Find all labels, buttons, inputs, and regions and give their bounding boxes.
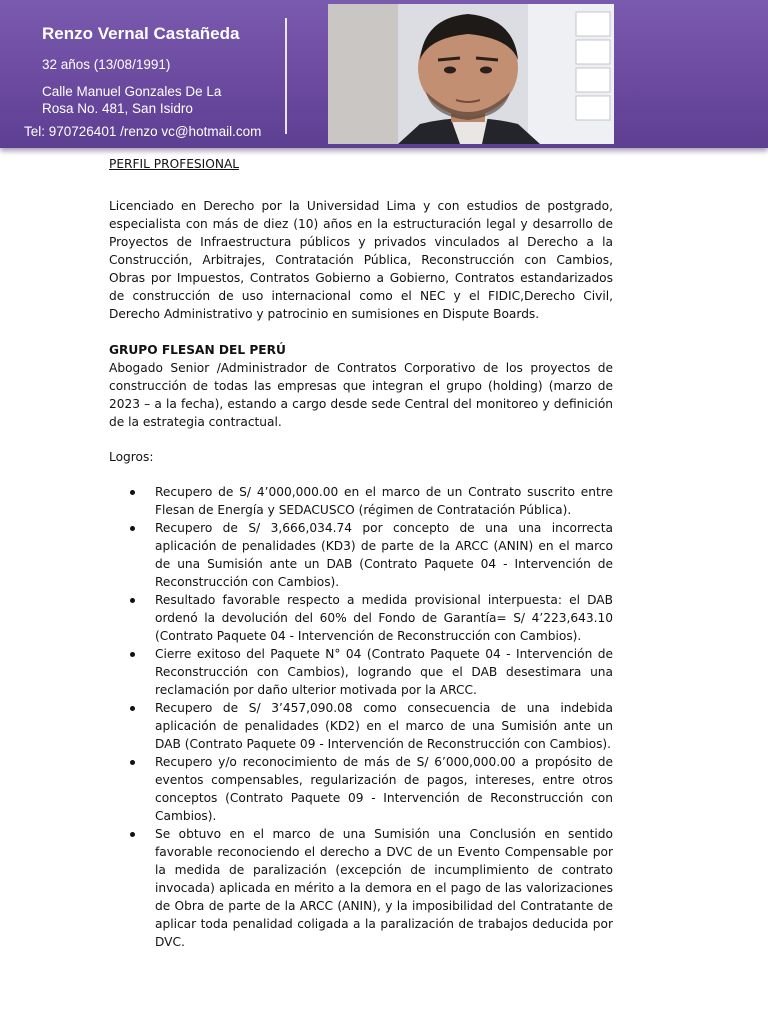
achievement-item	[109, 699, 613, 753]
section-title-profile: PERFIL PROFESIONAL	[109, 157, 240, 171]
achievement-item	[109, 753, 613, 825]
cv-body	[109, 155, 613, 951]
achievement-text: Recupero de S/ 3’457,090.08 como consecuencia de una indebida aplicación de penalidades (KD2) en el marco de una Sumisión ante un DAB (Contrato Paquete 09 - Intervención de Reconstrucción con Cambios).	[155, 701, 613, 751]
bullet-icon	[130, 760, 135, 765]
employer-name: GRUPO FLESAN DEL PERÚ	[109, 343, 286, 357]
achievements-list	[109, 483, 613, 951]
achievement-text: Se obtuvo en el marco de una Sumisión una Conclusión en sentido favorable reconociendo el derecho a DVC de un Evento Compensable por la medida de paralización (excepción de incumplimiento de contrato invocada) aplicada en mérito a la demora en el pago de las valorizaciones de Obra de parte de la ARCC (ANIN), y la imposibilidad del Contratante de aplicar toda penalidad coligada a la paralización de trabajos deducida por DVC.	[155, 827, 613, 949]
candidate-name: Renzo Vernal Castañeda	[42, 24, 240, 43]
achievement-text: Recupero y/o reconocimiento de más de S/ 6’000,000.00 a propósito de eventos compensables, regularización de pagos, intereses, entre otros conceptos (Contrato Paquete 09 - Intervención de Reconstrucción con Cambios).	[155, 755, 613, 823]
achievement-item	[109, 519, 613, 591]
achievements-label: Logros:	[109, 450, 154, 464]
bullet-icon	[130, 598, 135, 603]
bullet-icon	[130, 490, 135, 495]
candidate-address: Calle Manuel Gonzales De La Rosa No. 481, San Isidro	[42, 84, 222, 116]
profile-paragraph: Licenciado en Derecho por la Universidad Lima y con estudios de postgrado, especialista con más de diez (10) años en la estructuración legal y desarrollo de Proyectos de Infraestructura públicos y privados vinculados al Derecho a la Construcción, Arbitrajes, Contratación Pública, Reconstrucción con Cambios, Obras por Impuestos, Contratos Gobierno a Gobierno, Contratos estandarizados de construcción de uso internacional como el NEC y el FIDIC,Derecho Civil, Derecho Administrativo y patrocinio en sumisiones en Dispute Boards.	[109, 199, 613, 321]
profile-photo-illustration	[328, 4, 614, 144]
bullet-icon	[130, 526, 135, 531]
achievement-item	[109, 645, 613, 699]
candidate-contact: Tel: 970726401 /renzo vc@hotmail.com	[24, 124, 262, 139]
role-description: Abogado Senior /Administrador de Contratos Corporativo de los proyectos de construcción de todas las empresas que integran el grupo (holding) (marzo de 2023 – a la fecha), estando a cargo desde sede Central del monitoreo y definición de la estrategia contractual.	[109, 361, 613, 429]
achievement-text: Cierre exitoso del Paquete N° 04 (Contrato Paquete 04 - Intervención de Reconstrucción con Cambios), logrando que el DAB desestimara una reclamación por daño ulterior motivada por la ARCC.	[155, 647, 613, 697]
cv-header	[0, 0, 768, 148]
header-divider	[285, 18, 287, 134]
bullet-icon	[130, 832, 135, 837]
bullet-icon	[130, 706, 135, 711]
profile-photo	[328, 4, 614, 144]
achievement-text: Recupero de S/ 4’000,000.00 en el marco de un Contrato suscrito entre Flesan de Energía y SEDACUSCO (régimen de Contratación Pública).	[155, 485, 613, 517]
achievement-item	[109, 825, 613, 951]
achievement-item	[109, 483, 613, 519]
achievement-item	[109, 591, 613, 645]
achievement-text: Resultado favorable respecto a medida provisional interpuesta: el DAB ordenó la devolución del 60% del Fondo de Garantía= S/ 4’223,643.10 (Contrato Paquete 04 - Intervención de Reconstrucción con Cambios).	[155, 593, 613, 643]
candidate-age: 32 años (13/08/1991)	[42, 57, 171, 72]
bullet-icon	[130, 652, 135, 657]
achievement-text: Recupero de S/ 3,666,034.74 por concepto de una una incorrecta aplicación de penalidades (KD3) de parte de la ARCC (ANIN) en el marco de una Sumisión ante un DAB (Contrato Paquete 04 - Intervención de Reconstrucción con Cambios).	[155, 521, 613, 589]
